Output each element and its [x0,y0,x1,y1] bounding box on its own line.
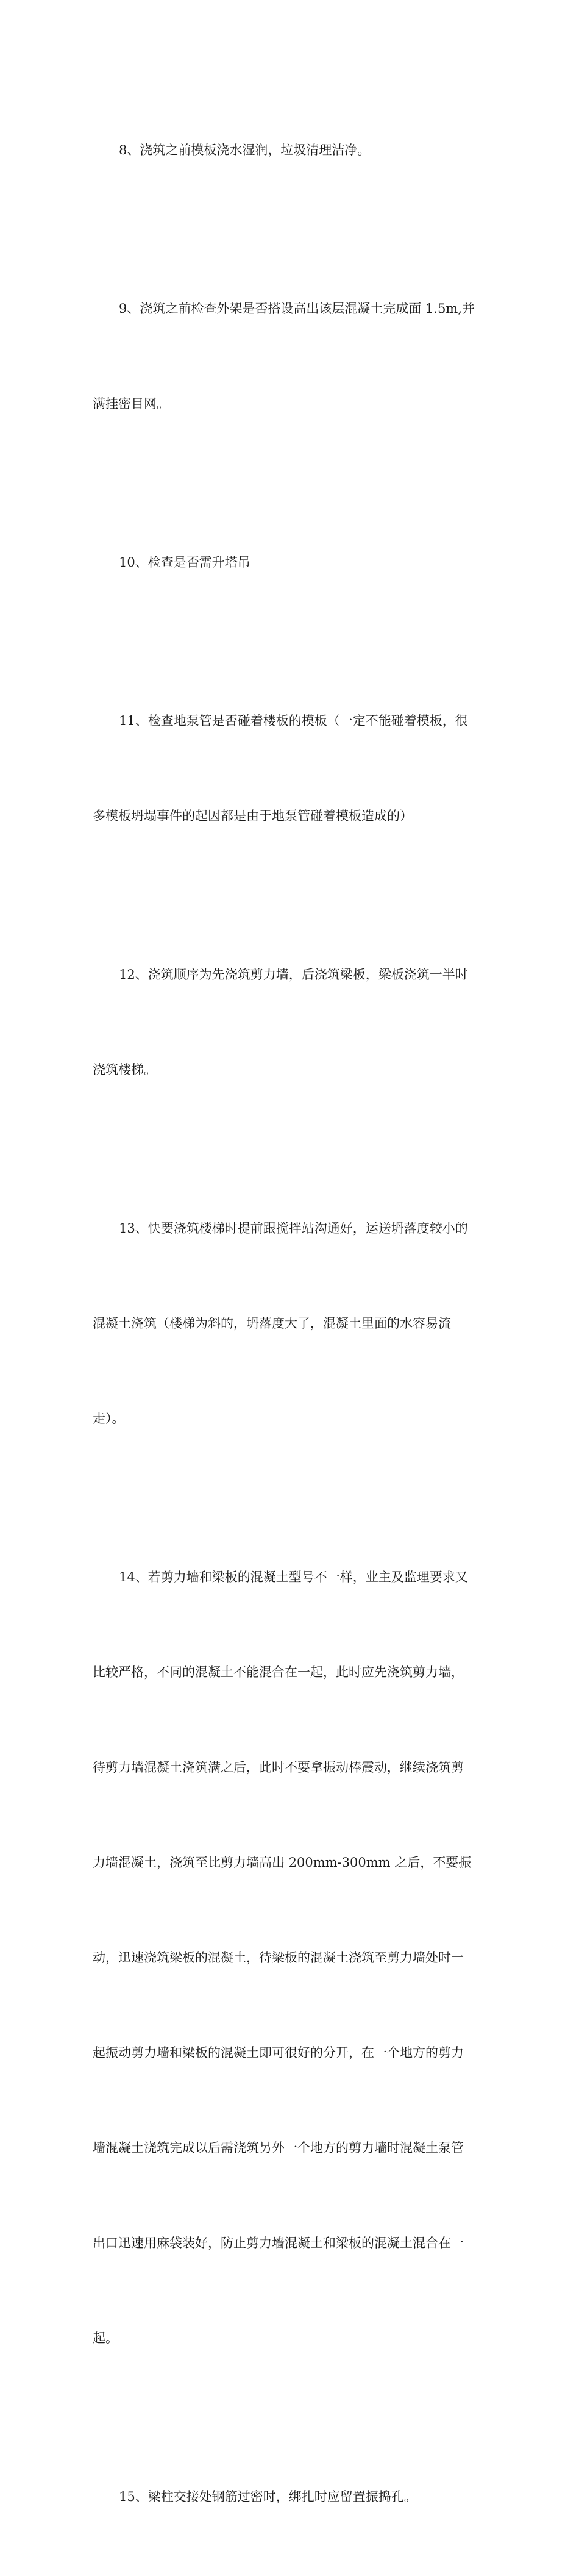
paragraph-item-15 [93,2417,488,2576]
paragraph-line: 12、浇筑顺序为先浇筑剪力墙，后浇筑梁板，梁板浇筑一半时 [119,967,468,982]
paragraph-line: 动，迅速浇筑梁板的混凝土，待梁板的混凝土浇筑至剪力墙处时一 [93,1950,464,1965]
paragraph-item-9 [93,229,488,483]
paragraph-line: 15、梁柱交接处钢筋过密时，绑扎时应留置振捣孔。 [119,2489,417,2504]
paragraph-line: 多模板坍塌事件的起因都是由于地泵管碰着模板造成的） [93,809,413,823]
paragraph-line: 起振动剪力墙和梁板的混凝土即可很好的分开，在一个地方的剪力 [93,2045,464,2060]
paragraph-line: 9、浇筑之前检查外架是否搭设高出该层混凝土完成面 1.5m,并 [119,301,475,316]
paragraph-line: 10、检查是否需升塔吊 [119,555,250,570]
paragraph-line: 11、检查地泵管是否碰着楼板的模板（一定不能碰着模板，很 [119,714,468,728]
paragraph-line: 出口迅速用麻袋装好，防止剪力墙混凝土和梁板的混凝土混合在一 [93,2236,464,2250]
paragraph-item-11 [93,642,488,895]
paragraph-line: 待剪力墙混凝土浇筑满之后，此时不要拿振动棒震动，继续浇筑剪 [93,1760,464,1775]
paragraph-line: 满挂密目网。 [93,396,169,411]
paragraph-line: 浇筑楼梯。 [93,1062,157,1077]
paragraph-line: 起。 [93,2331,118,2345]
paragraph-item-8 [93,71,488,229]
paragraph-line: 混凝土浇筑（楼梯为斜的，坍落度大了，混凝土里面的水容易流 [93,1316,451,1331]
paragraph-item-14 [93,1498,488,2417]
paragraph-line: 14、若剪力墙和梁板的混凝土型号不一样，业主及监理要求又 [119,1570,468,1584]
paragraph-item-12 [93,895,488,1149]
document-body [93,71,488,2576]
paragraph-line: 13、快要浇筑楼梯时提前跟搅拌站沟通好，运送坍落度较小的 [119,1221,468,1236]
paragraph-line: 8、浇筑之前模板浇水湿润，垃圾清理洁净。 [119,143,371,157]
paragraph-item-13 [93,1149,488,1498]
paragraph-line: 墙混凝土浇筑完成以后需浇筑另外一个地方的剪力墙时混凝土泵管 [93,2141,464,2155]
paragraph-line: 力墙混凝土，浇筑至比剪力墙高出 200mm-300mm 之后，不要振 [93,1855,472,1870]
paragraph-item-10 [93,483,488,642]
paragraph-line: 比较严格，不同的混凝土不能混合在一起，此时应先浇筑剪力墙， [93,1665,464,1680]
paragraph-line: 走）。 [93,1411,125,1426]
